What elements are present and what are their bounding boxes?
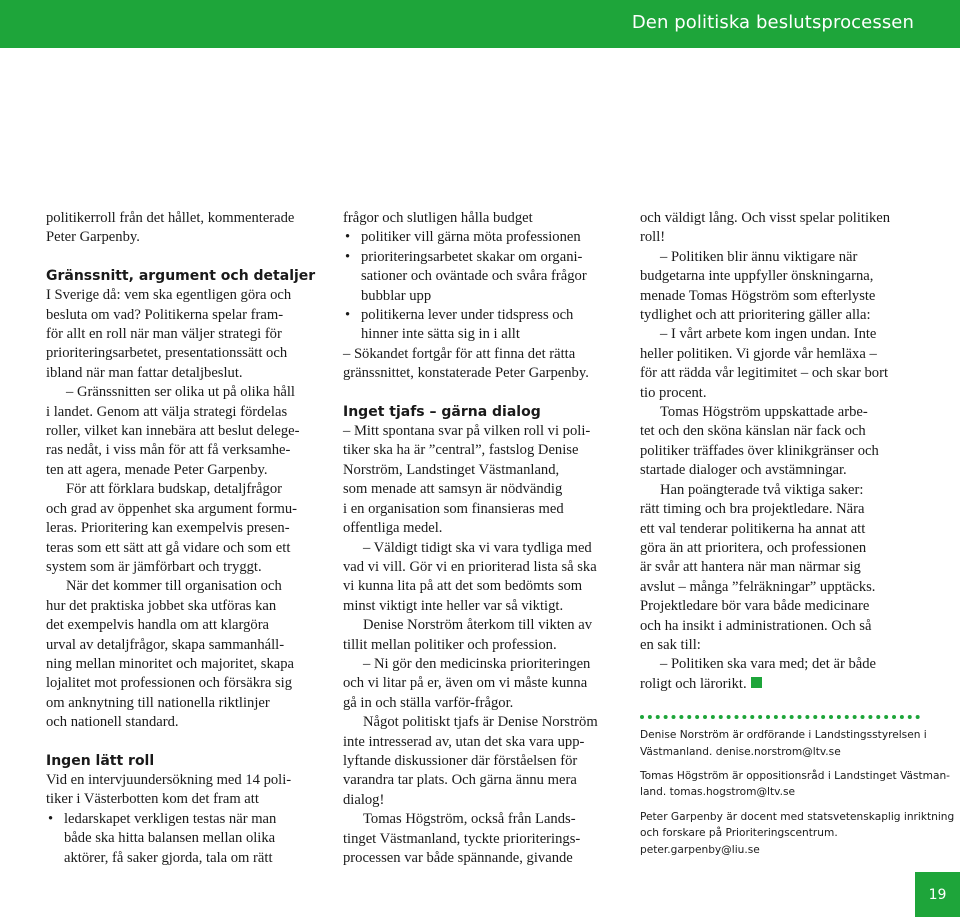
bullet-icon: •: [345, 229, 351, 246]
paragraph: och väldigt lång. Och visst spelar politiken roll!: [640, 210, 891, 246]
list-item: • politiker vill gärna möta professionen: [343, 228, 618, 247]
paragraph: Tomas Högström, också från Lands- tinget Västmanland, tyckte prioriterings- processen var både spännande, givande: [343, 811, 581, 866]
page-number: 19: [928, 887, 947, 903]
author-note: Peter Garpenby är docent med statsvetenskaplig inriktning och forskare på Prioriteringscentrum. peter.garpenby@liu.se: [640, 810, 955, 856]
author-note: Tomas Högström är oppositionsråd i Landstinget Västman- land. tomas.hogstrom@ltv.se: [640, 769, 950, 799]
paragraph: I Sverige då: vem ska egentligen göra och besluta om vad? Politikerna spelar fram- för allt en roll när man väljer strategi för prioriteringsarbetet, presentationssätt och ibland när man fattar detaljbeslut.: [46, 287, 292, 381]
bullet-list: [343, 228, 618, 344]
paragraph: – Politiken ska vara med; det är både roligt och lärorikt.: [640, 656, 876, 692]
paragraph: Något politiskt tjafs är Denise Norström inte intresserad av, utan det ska vara upp- lyftande diskussioner där förståelsen för varandra tar plats. Och gärna ännu mera dialog!: [343, 714, 598, 808]
paragraph: politikerroll från det hållet, kommenterade Peter Garpenby.: [46, 210, 295, 246]
list-item: • ledarskapet verkligen testas när man både ska hitta balansen mellan olika aktörer, få saker gjorda, tala om rätt: [48, 810, 277, 866]
paragraph: För att förklara budskap, detaljfrågor och grad av öppenhet ska argument formu- leras. Prioritering kan exempelvis presen- teras som ett sätt att gå vidare och som ett system som är jämförbart och tryggt.: [46, 481, 297, 575]
bullet-icon: •: [345, 307, 351, 324]
end-mark-square: [751, 677, 762, 688]
paragraph: – Politiken blir ännu viktigare när budgetarna inte uppfyller önskningarna, menade Tomas Högström som efterlyste tydlighet och att prioritering gäller alla:: [640, 248, 876, 324]
bullet-icon: •: [345, 248, 351, 265]
paragraph: Denise Norström återkom till vikten av tillit mellan politiker och profession.: [343, 617, 592, 653]
author-note: Denise Norström är ordförande i Landstingsstyrelsen i Västmanland. denise.norstrom@ltv.se: [640, 729, 927, 758]
section-title: Den politiska beslutsprocessen: [631, 12, 914, 33]
list-item: • prioriteringsarbetet skakar om organi- sationer och oväntade och svåra frågor bubblar upp: [345, 248, 587, 304]
paragraph: Vid en intervjuundersökning med 14 poli- tiker i Västerbotten kom det fram att: [46, 771, 292, 808]
list-item: • politikerna lever under tidspress och hinner inte sätta sig in i allt: [345, 307, 574, 343]
paragraph: Han poängterade två viktiga saker: rätt timing och bra projektledare. Nära ett val tenderar politikerna ha annat att göra än att prioritera, och professionen är svår att hantera när man närmar sig avslut – många ”felräkningar” upptäcks. Projektledare bör vara både medicinare och ha insikt i administrationen. Och så en sak till:: [640, 481, 876, 653]
paragraph: – I vårt arbete kom ingen undan. Inte heller politiken. Vi gjorde vår hemläxa – för att rädda vår legitimitet – och skar bort tio procent.: [640, 326, 889, 401]
header-bar: [0, 0, 960, 48]
heading-inget-tjafs: Inget tjafs – gärna dialog: [343, 403, 541, 420]
dotted-divider: [640, 715, 920, 719]
paragraph: – Sökandet fortgår för att finna det rätta gränssnittet, konstaterade Peter Garpenby.: [343, 345, 589, 382]
paragraph: frågor och slutligen hålla budget: [343, 210, 533, 226]
paragraph: – Ni gör den medicinska prioriteringen och vi litar på er, även om vi måste kunna gå in och ställa varför-frågor.: [343, 655, 591, 711]
paragraph: Tomas Högström uppskattade arbe- tet och den sköna känslan när fack och politiker träffades över klinikgränser och startade dialoger och avstämningar.: [640, 404, 879, 479]
paragraph: – Väldigt tidigt ska vi vara tydliga med vad vi vill. Gör vi en prioriterad lista så ska vi kunna lita på att det som bedömts som minst viktigt inte heller var så viktigt.: [343, 539, 597, 614]
column-3: [640, 209, 955, 866]
bullet-icon: •: [48, 810, 54, 827]
author-notes: [640, 727, 955, 858]
heading-ingen-latt-roll: Ingen lätt roll: [46, 752, 155, 769]
paragraph: – Mitt spontana svar på vilken roll vi poli- tiker ska ha är ”central”, fastslog Denise Norström, Landstinget Västmanland, som menade att samsyn är nödvändig i en organisation som finansieras med offentliga medel.: [343, 423, 591, 537]
heading-gransnitt: Gränssnitt, argument och detaljer: [46, 267, 316, 284]
column-2: [343, 209, 618, 868]
paragraph: – Gränssnitten ser olika ut på olika håll i landet. Genom att välja strategi fördelas roller, vilket kan innebära att beslut delege- ras nedåt, i viss mån för att få verksamhe- ten att agera, menade Peter Garpenby.: [46, 384, 300, 478]
paragraph: När det kommer till organisation och hur det praktiska jobbet ska utföras kan det exempelvis handla om att klargöra urval av detaljfrågor, skapa sammanháll- ning mellan minoritet och majoritet, skapa lojalitet mot professionen och försäkra sig om anknytning till nationella riktlinjer och nationell standard.: [46, 578, 295, 731]
bullet-list: [46, 810, 328, 868]
column-1: [46, 209, 328, 868]
page-number-box: [915, 872, 960, 917]
